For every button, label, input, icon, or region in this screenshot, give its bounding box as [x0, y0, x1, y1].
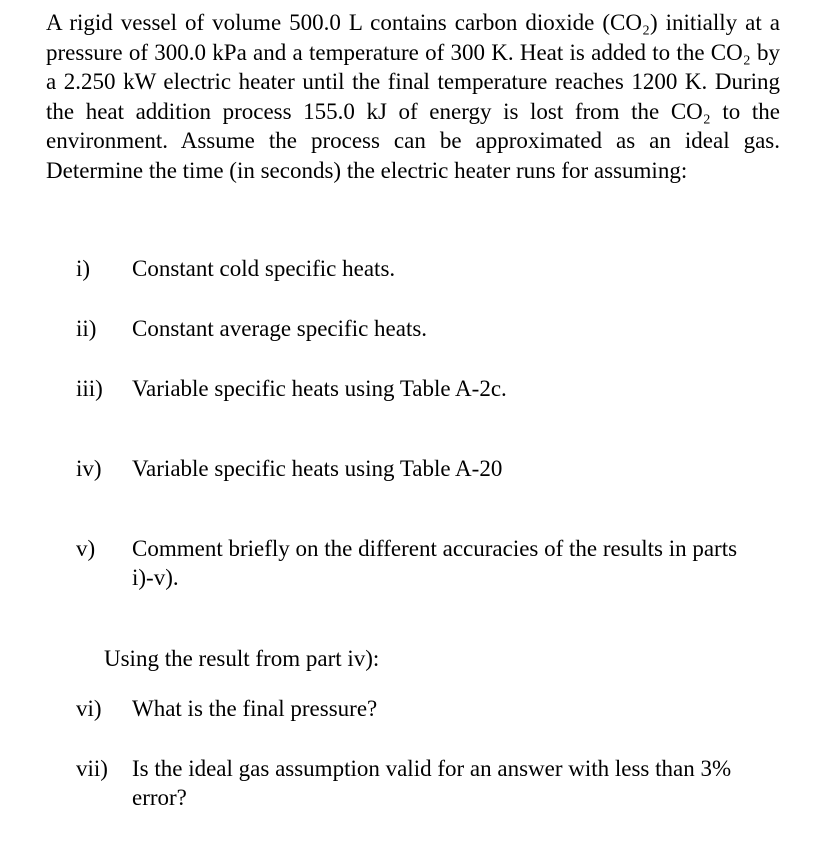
part-text: Is the ideal gas assumption valid for an answer with less than 3% error?: [132, 756, 732, 810]
question-part-ii: [76, 314, 756, 343]
question-part-v: [76, 534, 756, 592]
part-number: ii): [76, 316, 97, 341]
question-part-iii: [76, 374, 756, 403]
problem-statement: A rigid vessel of volume 500.0 L contains carbon dioxide (CO₂) initially at a pressure of 300.0 kPa and a temperature of 300 K. Heat is added to the CO₂ by a 2.250 kW electric heater until the final temperature reaches 1200 K. During the heat addition process 155.0 kJ of energy is lost from the CO₂ to the environment. Assume the process can be approximated as an ideal gas. Determine the time (in seconds) the electric heater runs for assuming:: [46, 10, 780, 183]
part-text: Comment briefly on the different accuracies of the results in parts i)-v).: [132, 536, 738, 590]
part-text: Constant average specific heats.: [132, 316, 428, 341]
question-part-iv: [76, 454, 756, 483]
part-number: iii): [76, 376, 103, 401]
part-text: What is the final pressure?: [132, 696, 378, 721]
part-text: Variable specific heats using Table A-20: [132, 456, 503, 481]
question-part-vii: [76, 754, 756, 812]
part-text: Constant cold specific heats.: [132, 256, 396, 281]
part-number: v): [76, 536, 96, 561]
part-number: vii): [76, 756, 108, 781]
question-part-vi: [76, 694, 756, 723]
part-number: i): [76, 256, 91, 281]
part-number: vi): [76, 696, 102, 721]
problem-document: [46, 8, 780, 810]
question-part-i: [76, 254, 756, 283]
part-text: Variable specific heats using Table A-2c.: [132, 376, 507, 401]
followup-note: Using the result from part iv):: [104, 646, 380, 671]
part-number: iv): [76, 456, 102, 481]
